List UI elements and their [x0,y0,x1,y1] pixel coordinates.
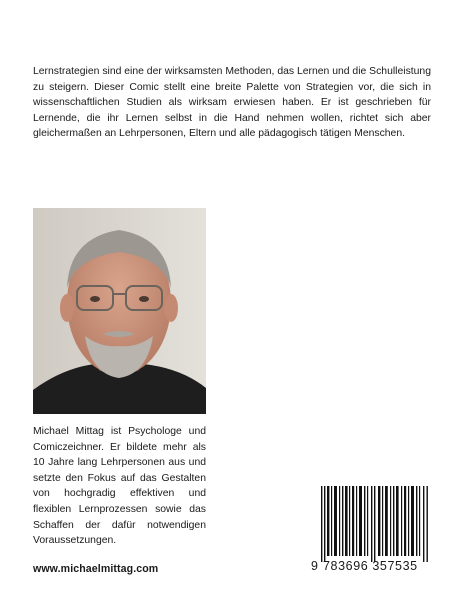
isbn-barcode [311,486,429,574]
isbn-digits: 783696 357535 [323,559,418,573]
website-link[interactable]: www.michaelmittag.com [33,563,159,575]
author-bio: Michael Mittag ist Psychologe und Comiczeichner. Er bildete mehr als 10 Jahre lang Lehrpersonen aus und setzte den Fokus auf das Gestalten von hochgradig effektiven und flexiblen Lernprozessen sowie das Schaffen der dafür notwendigen Voraussetzungen. [33,426,206,547]
blurb-text: Lernstrategien sind eine der wirksamsten Methoden, das Lernen und die Schulleistung zu steigern. Dieser Comic stellt eine breite Palette von Strategien vor, die sich in wissenschaftlichen Studien als wirksam erwiesen haben. Er ist geschrieben für Lernende, die ihr Lernen selbst in die Hand nehmen wollen, richtet sich aber gleichermaßen an Lehrpersonen, Eltern und alle pädagogisch tätigen Menschen. [33,66,431,140]
isbn-lead-digit: 9 [311,559,318,573]
barcode-bars [321,486,429,562]
author-photo [33,208,206,414]
